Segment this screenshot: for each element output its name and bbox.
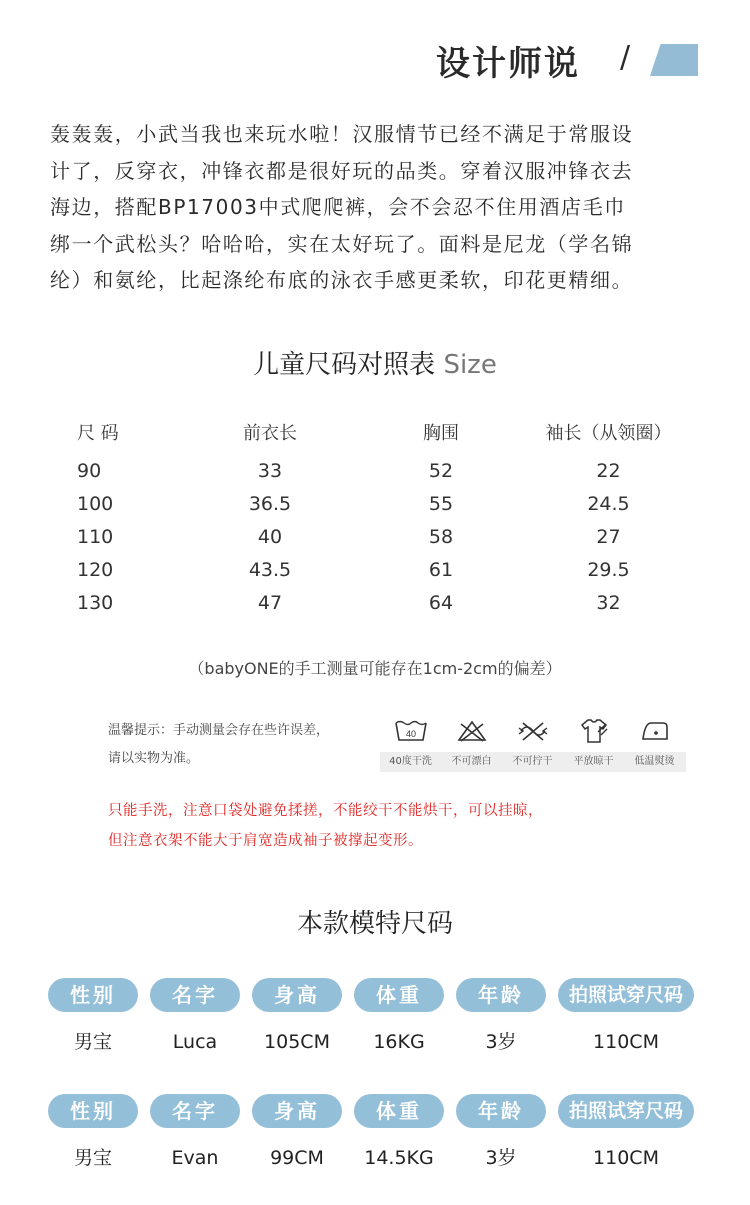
cell-size: 130 (77, 591, 114, 614)
care-instructions (380, 712, 686, 772)
cell-size: 90 (77, 459, 102, 482)
measurement-tip (108, 717, 329, 773)
intro-line: 绑一个武松头？哈哈哈，实在太好玩了。面料是尼龙（学名锦 (50, 231, 634, 256)
warning-line: 但注意衣架不能大于肩宽造成袖子被撑起变形。 (108, 833, 423, 849)
intro-line: 纶）和氨纶，比起涤纶布底的泳衣手感更柔软，印花更精细。 (50, 268, 634, 292)
cell-name: Evan (171, 1147, 219, 1169)
wash-warning (108, 796, 543, 856)
low-iron-icon (624, 712, 685, 750)
cell-chest: 58 (428, 525, 454, 548)
care-label: 不可拧干 (512, 756, 553, 767)
model-header-row (48, 1094, 702, 1128)
cell-age: 3岁 (485, 1031, 517, 1053)
header-sleeve: 袖长（从领圈） (545, 423, 672, 444)
cell-height: 99CM (270, 1147, 324, 1169)
header-try-size: 拍照试穿尺码 (558, 1094, 694, 1128)
table-row (40, 553, 720, 586)
header-weight: 体重 (354, 1094, 444, 1128)
cell-size: 120 (77, 558, 114, 581)
cell-chest: 52 (428, 459, 454, 482)
header-length: 前衣长 (243, 423, 297, 444)
cell-try-size: 110CM (593, 1147, 659, 1169)
cell-gender: 男宝 (73, 1031, 112, 1053)
warning-line: 只能手洗，注意口袋处避免揉搓，不能绞干不能烘干，可以挂晾， (108, 803, 543, 819)
cell-chest: 55 (428, 492, 454, 515)
no-bleach-icon (441, 712, 502, 750)
size-chart-table (40, 412, 720, 619)
table-row (48, 1140, 702, 1182)
cell-gender: 男宝 (73, 1147, 112, 1169)
table-row (40, 520, 720, 553)
cell-size: 110 (77, 525, 114, 548)
cell-sleeve: 29.5 (587, 558, 630, 581)
cell-sleeve: 24.5 (587, 492, 630, 515)
wash-40-icon (380, 712, 441, 750)
tip-line: 请以实物为准。 (108, 751, 200, 766)
page-title: 设计师说 (436, 44, 580, 84)
header-size: 尺 码 (77, 423, 119, 444)
no-wring-icon (502, 712, 563, 750)
intro-line: 海边，搭配BP17003中式爬爬裤，会不会忍不住用酒店毛巾 (50, 195, 626, 219)
cell-sleeve: 32 (596, 591, 621, 614)
header-weight: 体重 (354, 978, 444, 1012)
header-gender: 性别 (48, 978, 138, 1012)
cell-length: 43.5 (248, 558, 292, 581)
measurement-note: （babyONE的手工测量可能存在1cm-2cm的偏差） (188, 659, 562, 678)
cell-length: 47 (257, 591, 283, 614)
designer-intro (50, 116, 720, 299)
cell-sleeve: 22 (596, 459, 621, 482)
cell-sleeve: 27 (596, 525, 621, 548)
size-chart-title-cn: 儿童尺码对照表 (253, 350, 436, 380)
cell-chest: 61 (428, 558, 454, 581)
header-chest: 胸围 (423, 423, 459, 444)
cell-try-size: 110CM (593, 1031, 659, 1053)
size-chart-title-en: Size (443, 350, 497, 380)
cell-length: 40 (257, 525, 283, 548)
care-label: 平放晾干 (573, 756, 614, 767)
dry-flat-shade-icon (563, 712, 624, 750)
cell-weight: 14.5KG (364, 1147, 434, 1169)
model-table-2 (48, 1094, 702, 1182)
size-chart-title (0, 344, 750, 381)
header-name: 名字 (150, 978, 240, 1012)
size-chart-header-row (40, 412, 720, 452)
cell-height: 105CM (264, 1031, 330, 1053)
wash-temp-text: 40 (405, 729, 416, 739)
title-slash: / (620, 40, 631, 75)
header-name: 名字 (150, 1094, 240, 1128)
cell-weight: 16KG (373, 1031, 425, 1053)
table-row (40, 586, 720, 619)
header-height: 身高 (252, 978, 342, 1012)
header-age: 年龄 (456, 978, 546, 1012)
tip-line: 温馨提示：手动测量会存在些许误差， (108, 723, 330, 738)
cell-chest: 64 (428, 591, 454, 614)
model-table-1 (48, 978, 702, 1066)
table-row (48, 1024, 702, 1066)
cell-length: 36.5 (248, 492, 292, 515)
care-label: 不可漂白 (451, 756, 492, 767)
intro-line: 轰轰轰，小武当我也来玩水啦！汉服情节已经不满足于常服设 (50, 122, 634, 146)
header-height: 身高 (252, 1094, 342, 1128)
title-accent-bar (650, 44, 698, 76)
model-header-row (48, 978, 702, 1012)
intro-line: 计了，反穿衣，冲锋衣都是很好玩的品类。穿着汉服冲锋衣去 (50, 158, 634, 183)
model-size-title: 本款模特尺码 (296, 909, 453, 939)
header-try-size: 拍照试穿尺码 (558, 978, 694, 1012)
cell-age: 3岁 (485, 1147, 517, 1169)
header-age: 年龄 (456, 1094, 546, 1128)
table-row (40, 454, 720, 487)
cell-size: 100 (77, 492, 114, 515)
care-label: 40度干洗 (389, 756, 432, 767)
care-label: 低温熨烫 (634, 756, 675, 767)
cell-length: 33 (257, 459, 283, 482)
table-row (40, 487, 720, 520)
cell-name: Luca (172, 1031, 218, 1053)
header-gender: 性别 (48, 1094, 138, 1128)
